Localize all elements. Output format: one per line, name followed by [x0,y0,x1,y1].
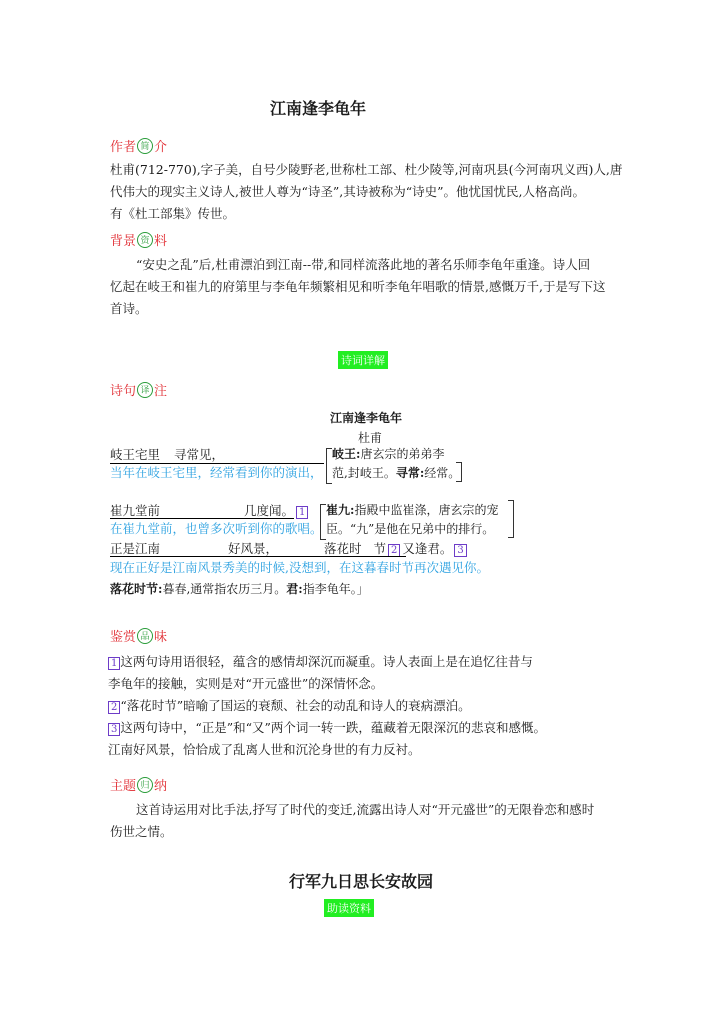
circle-char-icon: 资 [137,232,153,248]
section-label-pre: 作者 [110,140,137,155]
page-title: 江南逢李龟年 [270,99,367,118]
section-label-post: 注 [154,384,168,399]
section-label-post: 介 [154,140,168,155]
section-label-pre: 鉴赏 [110,630,137,645]
poem-text: 节 [373,541,387,556]
section-label-post: 味 [154,630,168,645]
marker-number: 2 [388,544,400,557]
text: 这两句诗用语很轻，蕴含的感情却深沉而凝重。诗人表面上是在追忆往昔与 [120,654,533,669]
translation-line-2: 在崔九堂前，也曾多次听到你的歌唱。 [110,521,323,536]
circle-char-icon: 品 [137,628,153,644]
poem-text: 几度闻。 [244,503,295,518]
section-label-pre: 诗句 [110,384,137,399]
section-annotation-heading [110,380,167,399]
marker-number: 3 [454,544,466,557]
text-line: 有《杜工部集》传世。 [110,206,236,221]
section-label-post: 料 [154,234,168,249]
text-line: 杜甫(712-770),字子美，自号少陵野老,世称杜工部、杜少陵等,河南巩县(今河南巩义西)人,唐 [110,162,623,177]
marker-number: 2 [108,701,120,714]
text: 江南好风景，恰恰成了乱离人世和沉沦身世的有力反衬。 [108,742,421,757]
circle-char-icon: 简 [137,138,153,154]
appreciation-paragraph [108,651,546,761]
note-text: 唐玄宗的弟弟李 [360,447,445,461]
text-line [108,717,546,739]
text-line: “安史之乱”后,杜甫漂泊到江南--带,和同样流落此地的著名乐师李龟年重逢。诗人回 [136,257,591,272]
text-line: 伤世之情。 [110,824,173,839]
poem-title: 江南逢李龟年 [330,411,403,425]
text-line: 首诗。 [110,301,148,316]
section-theme-heading [110,775,167,794]
poem-text: 寻常见， [174,447,225,462]
author-paragraph [110,159,622,225]
marker-number: 1 [108,657,120,670]
note-term: 寻常: [395,466,425,480]
text: “落花时节”暗喻了国运的衰颓、社会的动乱和诗人的衰病漂泊。 [120,698,471,713]
poem-text: 岐王宅里 [110,447,161,462]
text-line [108,651,546,673]
theme-paragraph [110,799,594,843]
section-appreciation-heading [110,626,167,645]
note-text: 范,封岐王。 [332,466,396,480]
text: 李龟年的接触，实则是对“开元盛世”的深情怀念。 [108,676,384,691]
note-2b: 臣。“九”是他在兄弟中的排行。 [326,522,495,536]
poem-text: 好风景， [228,541,279,556]
note-text: 指殿中监崔涤，唐玄宗的宠 [354,503,499,517]
translation-line-3: 现在正好是江南风景秀美的时候,没想到，在这暮春时节再次遇见你。 [110,560,489,575]
poem-text: 崔九堂前 [110,503,161,518]
circle-char-icon: 归 [137,777,153,793]
text-line [108,695,546,717]
background-paragraph [110,254,605,320]
circle-char-icon: 译 [137,382,153,398]
section-label-pre: 主题 [110,779,137,794]
bracket [456,462,462,482]
text-line [108,739,546,761]
marker-number: 3 [108,723,120,736]
text-line [108,673,546,695]
bracket [508,500,514,538]
translation-line-1: 当年在岐王宅里，经常看到你的演出， [110,465,323,480]
poem-text: 正是江南 [110,541,161,556]
text-line: 忆起在岐王和崔九的府第里与李龟年频繁相见和听李龟年唱歌的情景,感慨万千,于是写下这 [110,279,606,294]
note-term: 落花时节: [110,582,163,596]
text-line: 这首诗运用对比手法,抒写了时代的变迁,流露出诗人对“开元盛世”的无限眷恋和感时 [136,802,595,817]
reading-highlight-label: 助读资料 [324,899,374,917]
note-term: 崔九: [326,503,355,517]
note-text: 指李龟年。」 [302,582,369,596]
note-3 [110,578,369,600]
section-background-heading [110,230,167,249]
section-label-post: 纳 [154,779,168,794]
text-line: 代伟大的现实主义诗人,被世人尊为“诗圣”,其诗被称为“诗史”。他忧国忧民,人格高尚。 [110,184,585,199]
text: 这两句诗中，“正是”和“又”两个词一转一跌，蕴藏着无限深沉的悲哀和感慨。 [120,720,546,735]
section-label-pre: 背景 [110,234,137,249]
page-title-2: 行军九日思长安故园 [289,872,434,891]
note-1b [332,462,460,484]
note-text: 经常。 [424,466,461,480]
section-author-heading [110,136,167,155]
note-term: 君: [286,582,303,596]
poem-text: 又逢君。 [402,541,453,556]
note-term: 岐王: [332,447,361,461]
poem-author: 杜甫 [358,431,383,445]
note-text: 暮春,通常指农历三月。 [162,582,287,596]
marker-number: 1 [296,506,308,519]
poem-text: 落花时 [324,541,362,556]
detail-highlight-label: 诗词详解 [338,351,388,369]
